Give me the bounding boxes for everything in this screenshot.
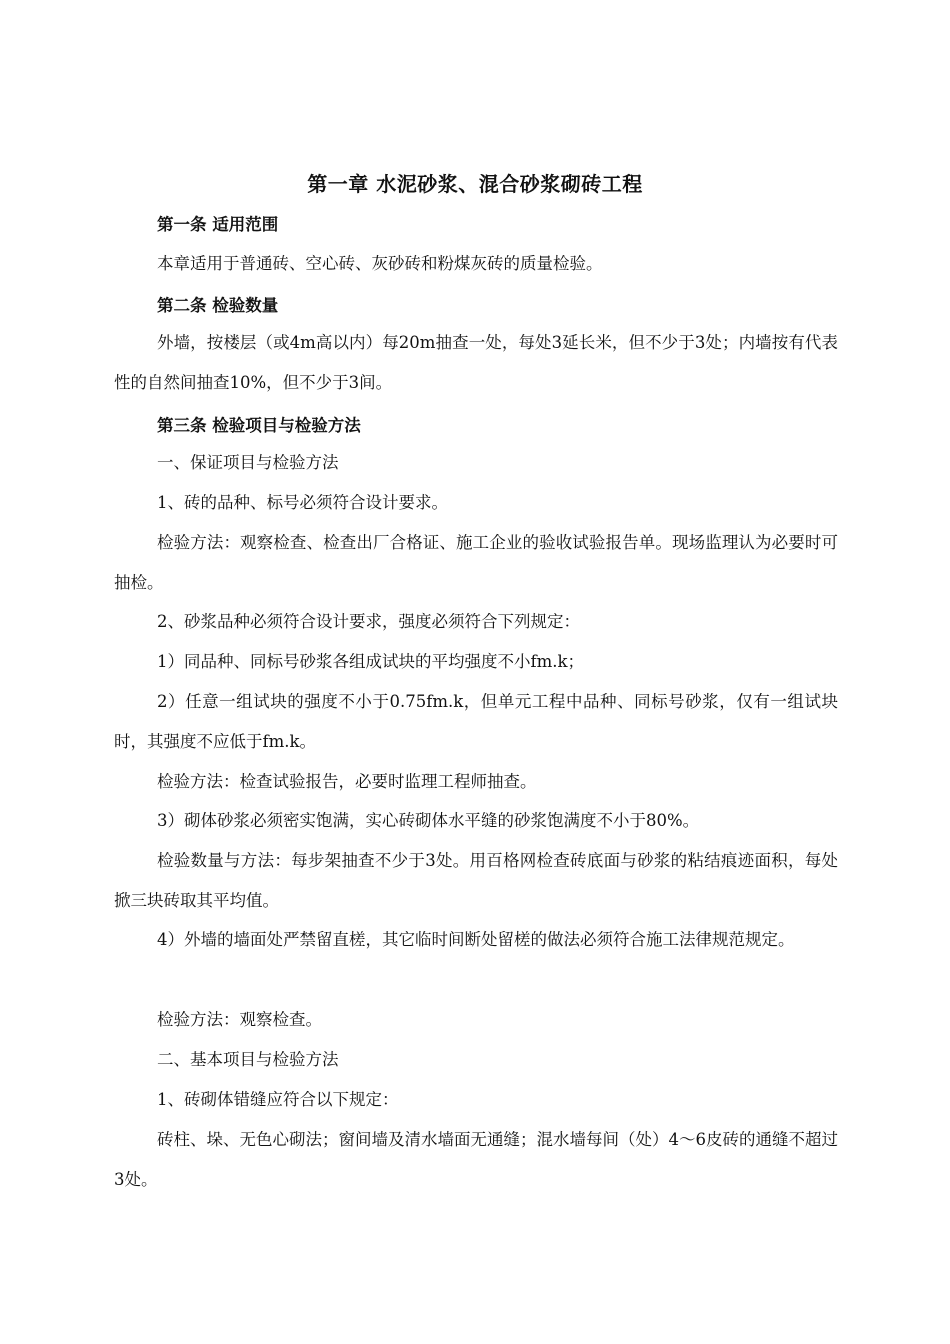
section1-text: 本章适用于普通砖、空心砖、灰砂砖和粉煤灰砖的质量检验。 (157, 254, 603, 273)
basic1-text: 1、砖砌体错缝应符合以下规定： (157, 1090, 399, 1109)
method3-text: 检验数量与方法：每步架抽查不少于3处。用百格网检查砖底面与砂浆的粘结痕迹面积，每处掀三块砖取其平均值。 (114, 851, 838, 910)
basic-items-heading: 二、基本项目与检验方法 (157, 1050, 339, 1069)
guarantee-items-heading: 一、保证项目与检验方法 (157, 453, 339, 472)
method4-text: 检验方法：观察检查。 (157, 1010, 322, 1029)
item2-1-text: 1）同品种、同标号砂浆各组成试块的平均强度不小fm.k； (157, 652, 584, 671)
item1-text: 1、砖的品种、标号必须符合设计要求。 (157, 493, 448, 512)
item2-2-text: 2）任意一组试块的强度不小于0.75fm.k，但单元工程中品种、同标号砂浆，仅有一组试块时，其强度不应低于fm.k。 (114, 692, 838, 751)
item3-text: 3）砌体砂浆必须密实饱满，实心砖砌体水平缝的砂浆饱满度不小于80%。 (157, 811, 700, 830)
item2-text: 2、砂浆品种必须符合设计要求，强度必须符合下列规定： (157, 612, 580, 631)
section1-heading: 第一条 适用范围 (157, 215, 279, 234)
method2-text: 检验方法：检查试验报告，必要时监理工程师抽查。 (157, 772, 537, 791)
basic1-detail-text: 砖柱、垛、无色心砌法；窗间墙及清水墙面无通缝；混水墙每间（处）4～6皮砖的通缝不超过3处。 (114, 1130, 838, 1189)
section3-heading: 第三条 检验项目与检验方法 (157, 416, 361, 435)
section2-heading: 第二条 检验数量 (157, 296, 279, 315)
method1-text: 检验方法：观察检查、检查出厂合格证、施工企业的验收试验报告单。现场监理认为必要时可抽检。 (114, 533, 838, 592)
item4-text: 4）外墙的墙面处严禁留直槎，其它临时间断处留槎的做法必须符合施工法律规范规定。 (157, 930, 795, 949)
chapter-title: 第一章 水泥砂浆、混合砂浆砌砖工程 (307, 172, 643, 196)
section2-text: 外墙，按楼层（或4m高以内）每20m抽查一处，每处3延长米，但不少于3处；内墙按有代表性的自然间抽查10%，但不少于3间。 (114, 333, 838, 392)
